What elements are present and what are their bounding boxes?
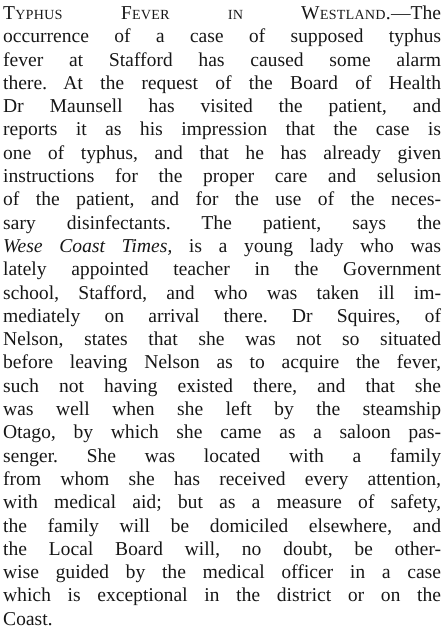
article-line: school, Stafford, and who was taken ill im- (3, 282, 441, 304)
article-line: the family will be domiciled elsewhere, and (3, 515, 441, 537)
headline-line (3, 2, 441, 25)
article-line: reports it as his impression that the case is (3, 119, 441, 141)
article-headline: Typhus Fever in Westland. (3, 3, 391, 24)
article-line: lately appointed teacher in the Government (3, 259, 441, 281)
article-line: from whom she has received every attention, (3, 468, 441, 490)
article-line: wise guided by the medical officer in a case (3, 562, 441, 584)
article-line: occurrence of a case of supposed typhus (3, 26, 441, 48)
article-line: senger. She was located with a family (3, 445, 441, 467)
publication-line (3, 235, 441, 258)
article-last-line: Coast. (3, 608, 53, 630)
article-line: the Local Board will, no doubt, be other- (3, 538, 441, 560)
article-line: which is exceptional in the district or on the (3, 585, 441, 607)
article-line: before leaving Nelson as to acquire the fever, (3, 352, 441, 374)
article-line: mediately on arrival there. Dr Squires, of (3, 305, 441, 327)
article-line: Nelson, states that she was not so situated (3, 329, 441, 351)
article-line: of the patient, and for the use of the neces- (3, 189, 441, 211)
article-line: Otago, by which she came as a saloon pas- (3, 422, 441, 444)
article-line: with medical aid; but as a measure of safety, (3, 492, 441, 514)
article-line: Dr Maunsell has visited the patient, and (3, 96, 441, 118)
headline-continuation: —The (390, 3, 441, 24)
article-line: fever at Stafford has caused some alarm (3, 49, 441, 71)
article-line: such not having existed there, and that she (3, 375, 441, 397)
article-line: there. At the request of the Board of Health (3, 72, 441, 94)
article-line: one of typhus, and that he has already given (3, 142, 441, 164)
newspaper-article (3, 2, 441, 631)
article-line: was well when she left by the steamship (3, 399, 441, 421)
publication-title: Wese Coast Times, (3, 235, 173, 257)
article-line: instructions for the proper care and selusion (3, 166, 441, 188)
publication-line-rest: is a young lady who was (188, 235, 441, 257)
article-line: sary disinfectants. The patient, says the (3, 212, 441, 234)
